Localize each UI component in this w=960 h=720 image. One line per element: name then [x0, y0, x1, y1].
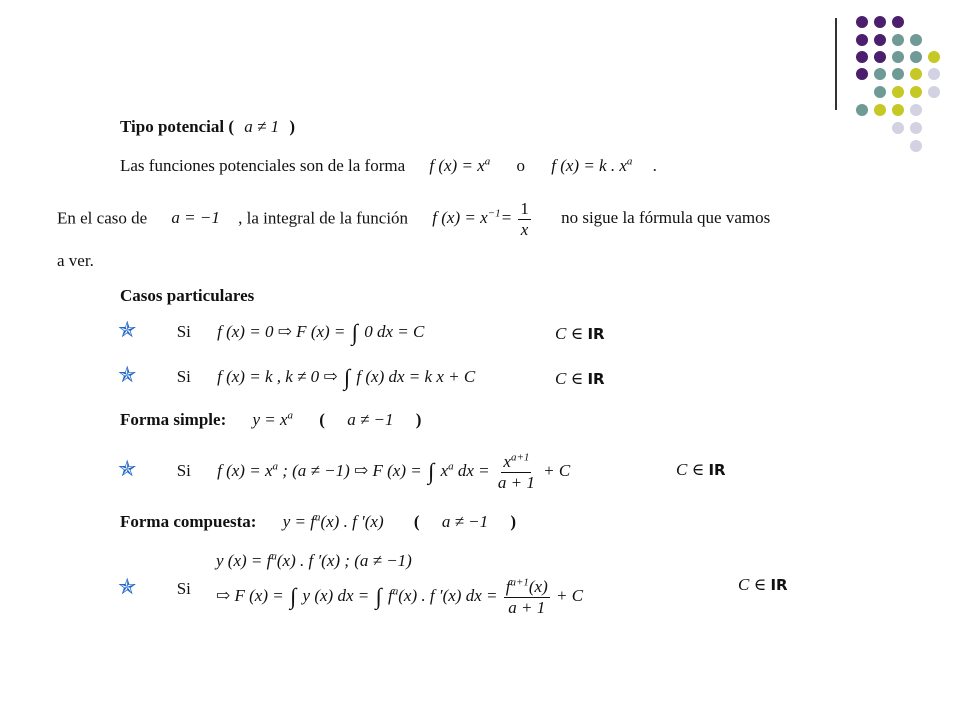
heading-close-paren: ) [289, 117, 295, 136]
case-row-4-label [118, 575, 191, 600]
si-label: Si [176, 579, 191, 598]
case-2-formula: f (x) = k , k ≠ 0 ⇨ ∫ f (x) dx = k x + C [217, 365, 476, 390]
decorative-dot [856, 104, 868, 116]
si-label: Si [176, 367, 191, 386]
heading-condition: a ≠ 1 [244, 117, 280, 136]
forma-compuesta-formula: $y = f^a(x)$ . f ′(x) [282, 511, 384, 531]
decorative-dot [892, 34, 904, 46]
forma-simple-heading: Forma simple: $y = x^a$ ( a ≠ −1 ) [120, 409, 422, 429]
decorative-dot [892, 104, 904, 116]
decorative-dot [928, 51, 940, 63]
case-4-line-1: y $(x) = f^a(x)$ . f ′(x) ; (a ≠ −1) [216, 550, 412, 570]
case-1-formula: f (x) = 0 ⇨ F (x) = ∫ 0 dx = C [217, 320, 425, 345]
decorative-dot [856, 34, 868, 46]
decorative-dot [892, 122, 904, 134]
forma-compuesta-title: Forma compuesta: [120, 512, 257, 531]
si-label: Si [176, 322, 191, 341]
forma-simple-title: Forma simple: [120, 410, 227, 429]
decorative-dot [892, 86, 904, 98]
case-4-domain: C ∈ IR [738, 575, 788, 594]
decorative-dot [910, 51, 922, 63]
exception-text-1: En el caso de [57, 208, 148, 228]
exception-line [57, 200, 770, 239]
decorative-dot [856, 51, 868, 63]
case-3-domain: C ∈ IR [676, 460, 726, 479]
decorative-dot [892, 16, 904, 28]
reciprocal-formula: f $(x) = x^{-1}=$ $\frac{1}{x}$ [432, 199, 529, 239]
intro-line [120, 156, 657, 176]
decorative-dot [892, 51, 904, 63]
case-1-domain: C ∈ IR [555, 324, 605, 343]
decorative-dot [910, 86, 922, 98]
decorative-dot [874, 34, 886, 46]
period: . [652, 156, 657, 175]
tipo-potencial-heading [120, 117, 295, 137]
exception-text-3: no sigue la fórmula que vamos [561, 208, 771, 228]
forma-simple-formula: $y = x^a$ [252, 409, 294, 429]
decorative-dot [910, 68, 922, 80]
decorative-dot [910, 34, 922, 46]
decorative-dot [928, 86, 940, 98]
forma-simple-condition: a ≠ −1 [347, 410, 394, 429]
decorative-dot [856, 16, 868, 28]
case-row-2 [118, 363, 475, 391]
decorative-dot [874, 104, 886, 116]
decorative-dot [910, 122, 922, 134]
decorative-dot [892, 68, 904, 80]
decorative-dot [874, 51, 886, 63]
decorative-dot [874, 68, 886, 80]
case-row-1 [118, 318, 424, 346]
heading-text: Tipo potencial ( [120, 117, 234, 136]
exception-line-end: a ver. [57, 251, 94, 270]
casos-particulares-heading: Casos particulares [120, 286, 255, 305]
case-2-domain: C ∈ IR [555, 369, 605, 388]
decorative-dot [910, 104, 922, 116]
forma-compuesta-heading: Forma compuesta: $y = f^a(x)$ . f ′(x) ( a ≠ −1 ) [120, 511, 517, 531]
star-bullet-icon: ✯ [118, 318, 137, 343]
decorative-dot [874, 86, 886, 98]
decorative-dot [928, 68, 940, 80]
exception-condition: a = −1 [171, 208, 220, 228]
exception-text-2: , la integral de la función [238, 208, 409, 228]
star-bullet-icon: ✯ [118, 457, 137, 482]
decorative-dot [910, 140, 922, 152]
formula-power: f $(x) = x^a$ [429, 155, 491, 175]
intro-text: Las funciones potenciales son de la forma [120, 156, 406, 175]
formula-k-power: f (x) = k . $x^a$ [551, 155, 633, 175]
case-4-line-2: ⇨ F (x) = ∫ y (x) dx = ∫ $f^a(x)$ . f ′(x) dx = $\frac{f^{a+1}(x)}{a + 1}$ + C [216, 576, 584, 617]
decorative-dot [856, 68, 868, 80]
star-bullet-icon: ✯ [118, 575, 137, 600]
si-label: Si [176, 461, 191, 480]
decorative-vertical-line [835, 18, 837, 110]
decorative-dot [874, 16, 886, 28]
case-3-formula: f $(x) = x^a$ ; (a ≠ −1) ⇨ F (x) = ∫ $x^a$ dx = $\frac{x^{a+1}}{a + 1}$ + C [217, 451, 571, 492]
connector-o: o [516, 156, 525, 175]
case-row-3 [118, 448, 570, 494]
star-bullet-icon: ✯ [118, 363, 137, 388]
forma-compuesta-condition: a ≠ −1 [441, 512, 489, 531]
